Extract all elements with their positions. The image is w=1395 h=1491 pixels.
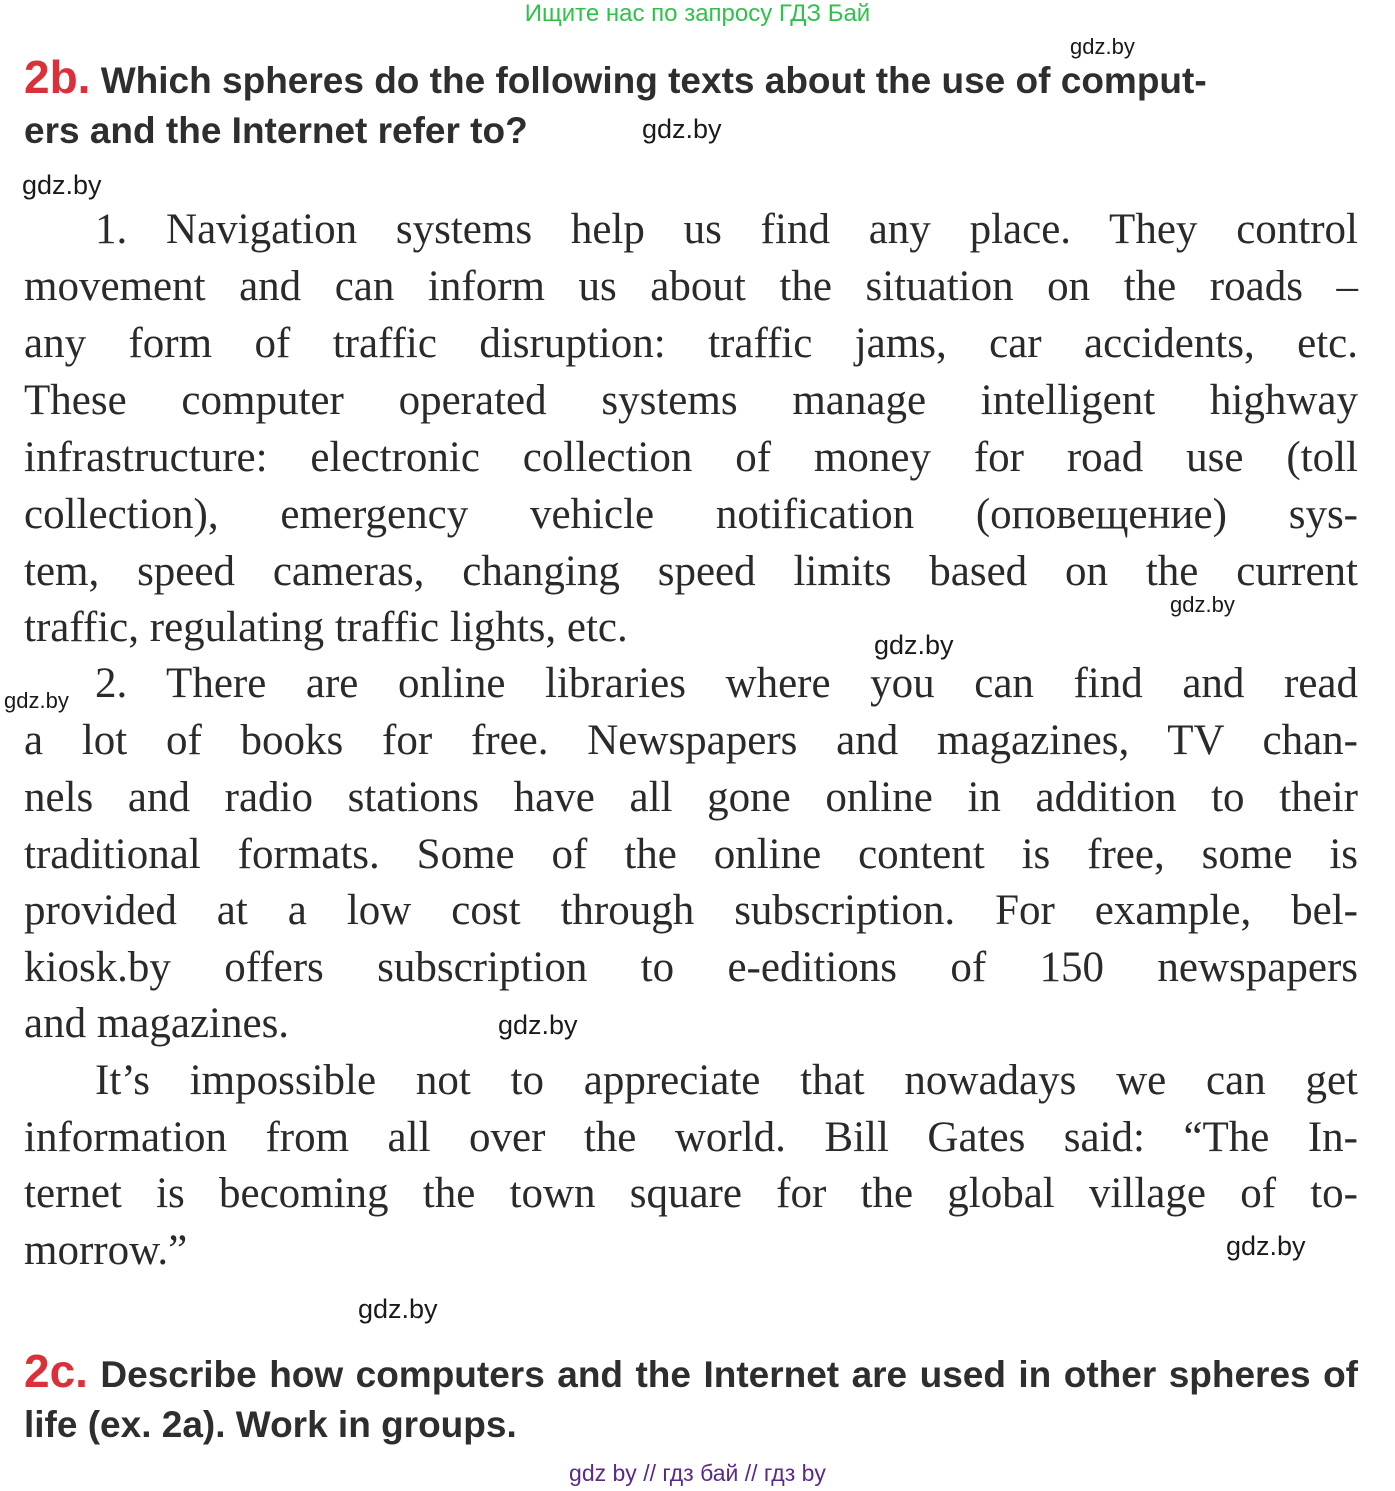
text-line: and magazines. [24,1000,290,1047]
exercise-2c-text: Describe how computers and the Internet are used in other spheres of life (ex. 2a). Work in groups. [24,1354,1358,1445]
watermark: gdz.by [4,688,69,713]
text-line: traditional formats. Some of the online content is free, some is [24,831,1358,878]
watermark: gdz.by [358,1294,438,1324]
text-line: a lot of books for free. Newspapers and magazines, TV chan- [24,717,1358,764]
text-line: kiosk.by offers subscription to e-editions of 150 newspapers [24,944,1358,991]
text-line: It’s impossible not to appreciate that nowadays we can get [95,1057,1358,1104]
exercise-2b-line2: ers and the Internet refer to? [24,110,528,151]
text-line: 1. Navigation systems help us find any place. They control [95,206,1358,253]
text-line: infrastructure: electronic collection of money for road use (toll [24,434,1358,481]
text-line: traffic, regulating traffic lights, etc. [24,604,628,651]
text-line: These computer operated systems manage intelligent highway [24,377,1358,424]
text-line: nels and radio stations have all gone online in addition to their [24,774,1358,821]
text-line: 2. There are online libraries where you can find and read [95,660,1358,707]
exercise-2b-number: 2b. [24,51,91,103]
text-line: provided at a low cost through subscription. For example, bel- [24,887,1358,934]
watermark: gdz.by [642,114,722,144]
watermark: gdz.by [22,170,102,200]
exercise-2c-heading [24,1346,1358,1450]
watermark: gdz.by [874,630,954,660]
watermark: gdz.by [1170,592,1235,617]
watermark: gdz.by [1070,34,1135,59]
exercise-2c-number: 2c. [24,1345,88,1397]
footer-watermark: gdz by // гдз бай // гдз by [569,1460,826,1486]
watermark: gdz.by [498,1010,578,1040]
text-line: collection), emergency vehicle notification (оповещение) sys- [24,491,1358,538]
watermark: gdz.by [1226,1231,1306,1261]
text-line: tem, speed cameras, changing speed limits based on the current [24,548,1358,595]
text-line: any form of traffic disruption: traffic jams, car accidents, etc. [24,320,1358,367]
top-banner: Ищите нас по запросу ГДЗ Бай [524,0,871,27]
text-line: ternet is becoming the town square for the global village of to- [24,1170,1358,1217]
exercise-2b-line1: Which spheres do the following texts about the use of comput- [100,60,1207,101]
text-line: information from all over the world. Bill Gates said: “The In- [24,1114,1358,1161]
text-line: morrow.” [24,1227,188,1274]
text-line: movement and can inform us about the situation on the roads – [24,263,1358,310]
